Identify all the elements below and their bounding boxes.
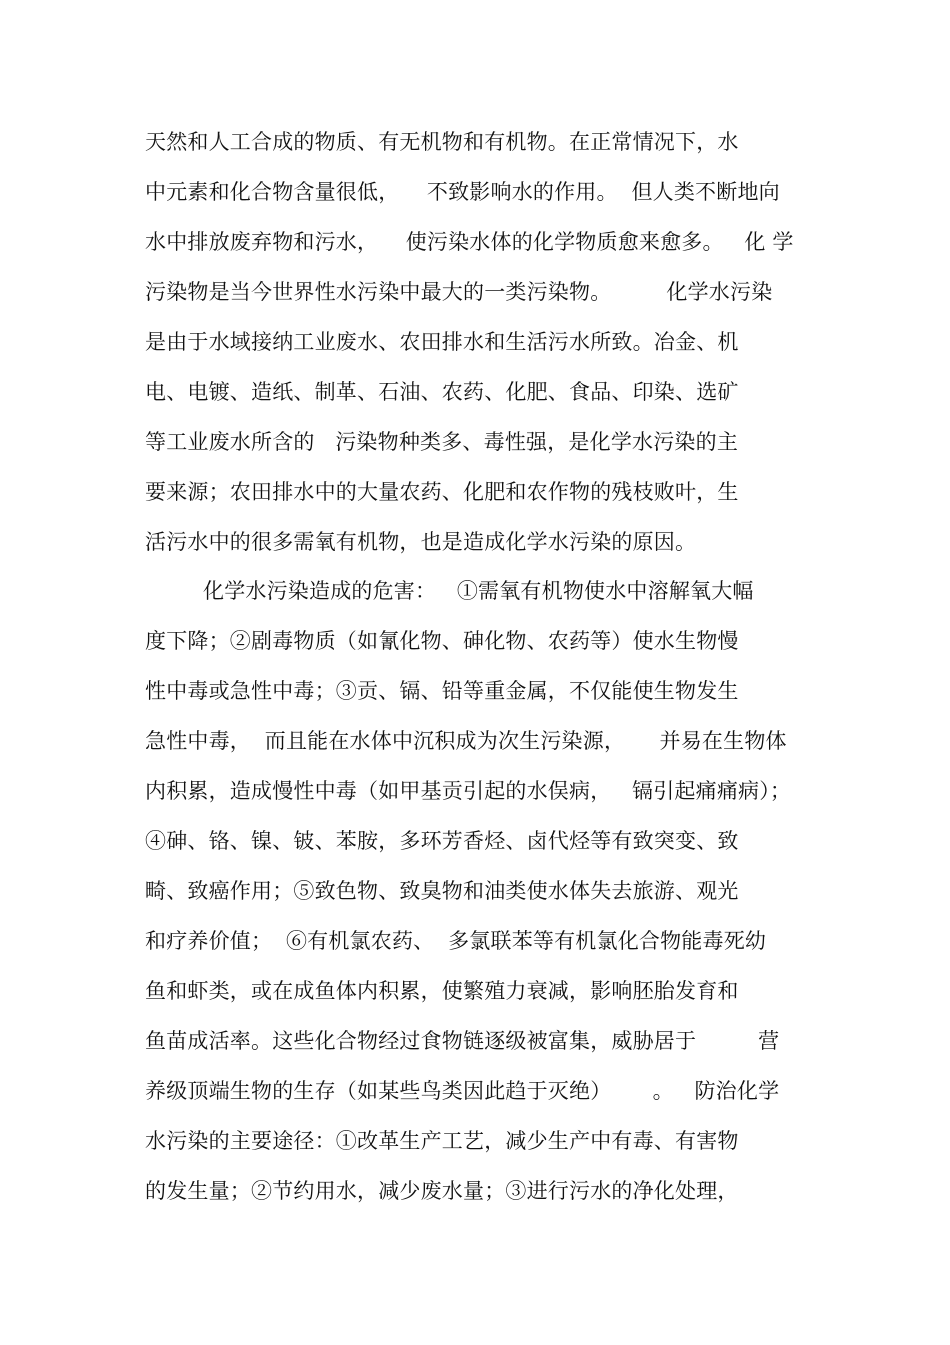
text-line: 中元素和化合物含量很低， 不致影响水的作用。 但人类不断地向 bbox=[145, 180, 780, 204]
text-line: 是由于水域接纳工业废水、农田排水和生活污水所致。冶金、机 bbox=[145, 330, 739, 354]
text-line: 水污染的主要途径：①改革生产工艺，减少生产中有毒、有害物 bbox=[145, 1129, 739, 1153]
text-line: 鱼和虾类，或在成鱼体内积累，使繁殖力衰减，影响胚胎发育和 bbox=[145, 979, 739, 1003]
text-line: 天然和人工合成的物质、有无机物和有机物。在正常情况下，水 bbox=[145, 130, 739, 154]
text-line: ④砷、铬、镍、铍、苯胺，多环芳香烃、卤代烃等有致突变、致 bbox=[145, 829, 739, 853]
text-line: 内积累，造成慢性中毒（如甲基贡引起的水俣病， 镉引起痛痛病）； bbox=[145, 779, 792, 803]
text-line: 的发生量；②节约用水，减少废水量；③进行污水的净化处理， bbox=[145, 1179, 739, 1203]
text-line: 活污水中的很多需氧有机物，也是造成化学水污染的原因。 bbox=[145, 530, 697, 554]
text-line: 养级顶端生物的生存（如某些鸟类因此趋于灭绝） 。 防治化学 bbox=[145, 1079, 780, 1103]
text-line: 要来源；农田排水中的大量农药、化肥和农作物的残枝败叶，生 bbox=[145, 480, 739, 504]
text-line: 水中排放废弃物和污水， 使污染水体的化学物质愈来愈多。 化 学 bbox=[145, 230, 794, 254]
text-line: 急性中毒， 而且能在水体中沉积成为次生污染源， 并易在生物体 bbox=[145, 729, 787, 753]
text-line: 度下降；②剧毒物质（如氰化物、砷化物、农药等）使水生物慢 bbox=[145, 629, 739, 653]
text-line: 畸、致癌作用；⑤致色物、致臭物和油类使水体失去旅游、观光 bbox=[145, 879, 739, 903]
text-line: 性中毒或急性中毒；③贡、镉、铅等重金属，不仅能使生物发生 bbox=[145, 679, 739, 703]
text-line: 鱼苗成活率。这些化合物经过食物链逐级被富集，威胁居于 营 bbox=[145, 1029, 780, 1053]
text-line: 和疗养价值； ⑥有机氯农药、 多氯联苯等有机氯化合物能毒死幼 bbox=[145, 929, 767, 953]
text-line: 等工业废水所含的 污染物种类多、毒性强，是化学水污染的主 bbox=[145, 430, 739, 454]
text-line: 电、电镀、造纸、制革、石油、农药、化肥、食品、印染、选矿 bbox=[145, 380, 739, 404]
text-line: 污染物是当今世界性水污染中最大的一类污染物。 化学水污染 bbox=[145, 280, 773, 304]
text-line: 化学水污染造成的危害： ①需氧有机物使水中溶解氧大幅 bbox=[203, 579, 754, 603]
